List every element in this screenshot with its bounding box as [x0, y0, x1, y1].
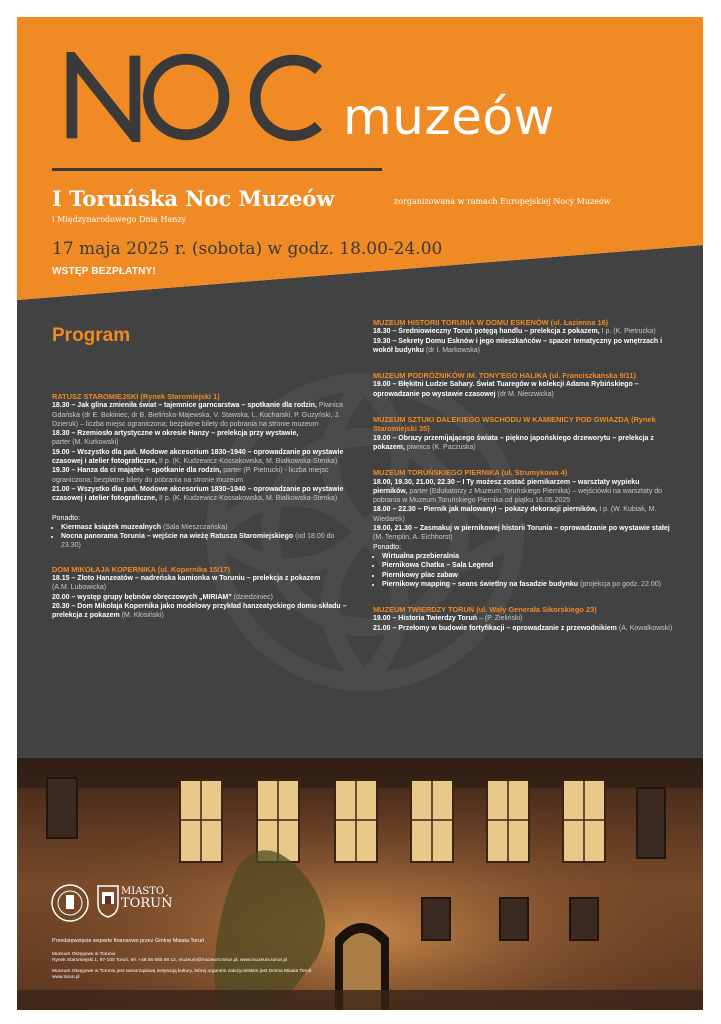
event-item: 19.00, 21.30 – Zasmakuj w piernikowej historii Torunia – oprowadzanie po wystawie stałej (M. Templin, A. Eichhorst): [373, 525, 670, 542]
venue-heading-eskenow: MUZEUM HISTORII TORUNIA W DOMU ESKENÓW (ul. Łazienna 16): [373, 318, 609, 327]
also-label: Ponadto:: [52, 514, 81, 522]
event-date: 17 maja 2025 r. (sobota) w godz. 18.00-24.00: [52, 239, 443, 259]
venue-heading-halik: MUZEUM PODRÓŻNIKÓW IM. TONY'EGO HALIKA (ul. Franciszkańska 9/11): [373, 371, 636, 381]
event-item: 20.00 – występ grupy bębnów obręczowych „MIRIAM” (dziedziniec): [52, 593, 273, 601]
logo-underline: [52, 168, 382, 171]
noc-logo: [52, 52, 342, 142]
event-subtitle-line2: i Międzynarodowego Dnia Hanzy: [52, 215, 187, 224]
event-item: 18.00 – 22.30 – Piernik jak malowany! – pokazy dekoracji pierników, I p. (W. Kubiak, M. Wiedarek): [373, 506, 657, 523]
program-column-right: [373, 318, 673, 633]
also-list: [52, 523, 350, 551]
event-item: 19.00 – Błękitni Ludzie Sahary. Świat Tuaregów w kolekcji Adama Rybińskiego – oprowadzanie po wystawie czasowej (dr M. Nierzwicka): [373, 381, 639, 398]
list-item: • Piernikowy plac zabaw: [382, 571, 673, 580]
venue-heading-piernik: MUZEUM TORUŃSKIEGO PIERNIKA (ul. Strumykowa 4): [373, 468, 568, 478]
event-item: 20.30 – Dom Mikołaja Kopernika jako modelowy przykład hanzeatyckiego domu-składu – prelekcja z pokazem (M. Kłosiński): [52, 602, 347, 620]
city-crest-icon: [96, 884, 120, 918]
list-item: • Piernikowa Chatka – Sala Legend: [382, 561, 673, 570]
city-logo-text: MIASTO TORUŃ: [121, 886, 173, 911]
list-item: • Wirtualna przebieralnia: [382, 552, 673, 561]
logo-subtitle: muzeów: [343, 88, 555, 146]
event-item: 21.00 – Przełomy w budowie fortyfikacji – oprowadzanie z przewodnikiem (A. Kowalkowski): [373, 624, 673, 632]
event-item: 18.00, 19.30, 21.00, 22.30 – I Ty możesz zostać piernikarzem – warsztaty wypieku pierników, parter (Edukatorzy z Muzeum Toruńskiego Piernika) – wejściówki na warsztaty do pobrania w Muzeum Toruńskiego Piernika od piątku 16.05.2025: [373, 478, 663, 505]
event-subtitle-line1: zorganizowana w ramach Europejskiej Nocy Muzeów: [394, 197, 611, 206]
also-list: [373, 552, 673, 589]
event-item: 21.00 – Wszystko dla pań. Modowe akcesorium 1830–1940 – oprowadzanie po wystawie czasowej i atelier fotograficzne, II p. (K. Kudzewicz-Kossakowska, M. Białkowska-Stenka): [52, 485, 344, 503]
venue-heading-ratusz: RATUSZ STAROMIEJSKI (Rynek Staromiejski 1): [52, 392, 220, 401]
event-item: 18.30 – Rzemiosło artystyczne w okresie Hanzy – prelekcja przy wystawie, parter (M. Kurkowski): [52, 430, 299, 447]
event-item: 18.15 – Złoto Hanzeatów – nadreńska kamionka w Toruniu – prelekcja z pokazem (A.M. Lubowicka): [52, 575, 321, 592]
venue-heading-twierdza: MUZEUM TWIERDZY TORUŃ (ul. Wały Generała Sikorskiego 23): [373, 605, 597, 615]
list-item: • Piernikowy mapping – seans świetlny na fasadzie budynku (projekcja po godz. 22.00): [382, 580, 673, 589]
event-item: 19.00 – Obrazy przemijającego świata – piękno japońskiego drzeworytu – prelekcja z pokazem, piwnica (K. Paczuska): [373, 434, 654, 451]
funding-note: Przedsięwzięcie wsparte finansowo przez Gminę Miasta Toruń: [52, 938, 205, 944]
list-item: • Kiermasz książek muzealnych (Sala Mieszczańska): [61, 523, 350, 532]
event-item: 19.00 – Historia Twierdzy Toruń – (P. Zieliński): [373, 615, 523, 623]
event-title: I Toruńska Noc Muzeów: [52, 186, 335, 211]
event-item: 19.30 – Sekrety Domu Esknów i jego mieszkańców – spacer tematyczny po wnętrzach i wokół budynku (dr I. Markowska): [373, 337, 663, 354]
venue-heading-kopernik: DOM MIKOŁAJA KOPERNIKA (ul. Kopernika 15/17): [52, 564, 231, 574]
program-column-left: [52, 392, 350, 621]
museum-seal-logo: [50, 883, 90, 923]
org-info: Muzeum Okręgowe w Toruniu Rynek Staromiejski 1, 87-100 Toruń, tel. +48 56 660 56 12, muzeum@muzeum.torun.pl, www.muzeum.torun.pl: [52, 951, 288, 963]
event-item: 18.30 – Średniowieczny Toruń potęgą handlu – prelekcja z pokazem, I p. (K. Pietrucka): [373, 328, 656, 336]
org-legal: Muzeum Okręgowe w Toruniu jest samorządową instytucją kultury, której organem założycielskim jest Gmina Miasta Toruń www.torun.pl: [52, 968, 312, 980]
program-heading: Program: [52, 325, 131, 346]
event-item: 19.00 – Wszystko dla pań. Modowe akcesorium 1830–1940 – oprowadzanie po wystawie czasowej i atelier fotograficzne, II p. (K. Kudzewicz-Kossakowska, M. Białkowska-Stenka): [52, 448, 344, 466]
venue-heading-daleki-wschod: MUZEUM SZTUKI DALEKIEGO WSCHODU W KAMIENICY POD GWIAZDĄ (Rynek Staromiejski 35): [373, 415, 656, 434]
event-item: 18.30 – Jak glina zmieniła świat – tajemnice garncarstwa – spotkanie dla rodzin, Piwnica Gdańska (dr E. Bokiniec, dr B. Bielińska-Majewska, V. Stawska, L. Kucharski, P. Guzyński, J. Dzieruk) – liczba miejsc ograniczona; bezpłatne bilety do pobrania na stronie muzeum: [52, 402, 344, 428]
also-label: Ponadto:: [373, 543, 402, 551]
footer: [52, 938, 392, 986]
free-entry-note: WSTĘP BEZPŁATNY!: [52, 266, 156, 277]
list-item: • Nocna panorama Torunia – wejście na wieżę Ratusza Staromiejskiego (od 18.00 do 23.30): [61, 532, 350, 551]
event-item: 19.30 – Hanza da ci majątek – spotkanie dla rodzin, parter (P. Pietrucki) - liczba miejsc ograniczona; bezpłatne bilety do pobrania na stronie muzeum: [52, 467, 329, 484]
